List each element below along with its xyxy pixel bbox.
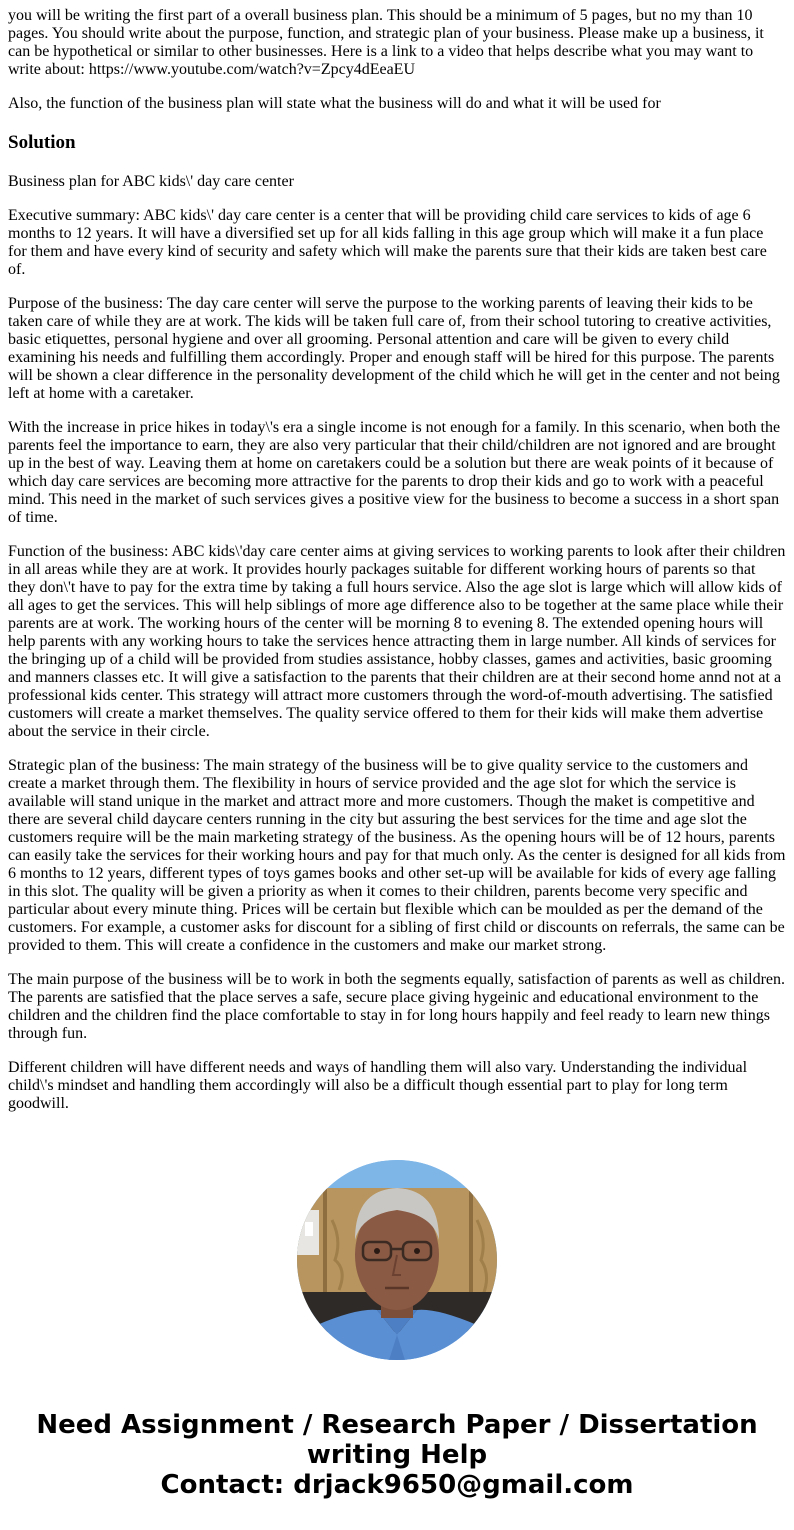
person-portrait-icon: [297, 1160, 497, 1360]
main-purpose-paragraph: The main purpose of the business will be to work in both the segments equally, satisfaction of parents as well as children. The parents are satisfied that the place serves a safe, secure place giving hygeinic and educational environment to the children and the children find the place comfortable to stay in for long hours happily and feel ready to learn new things through fun.: [8, 971, 786, 1042]
question-section: [8, 7, 786, 113]
promo-line-2: writing Help: [306, 1440, 488, 1470]
question-paragraph: Also, the function of the business plan will state what the business will do and what it will be used for: [8, 95, 661, 112]
document-body: [0, 7, 794, 1113]
promo-contact: Contact: drjack9650@gmail.com: [160, 1470, 634, 1500]
executive-summary-paragraph: Executive summary: ABC kids\' day care center is a center that will be providing child care services to kids of age 6 months to 12 years. It will have a diversified set up for all kids falling in this age group which will make it a fun place for them and have every kind of security and safety which will make the parents sure that their kids are taken best care of.: [8, 207, 767, 278]
solution-title: Business plan for ABC kids\' day care center: [8, 173, 294, 190]
function-paragraph: Function of the business: ABC kids\'day care center aims at giving services to working parents to look after their children in all areas while they are at work. It provides hourly packages suitable for different working hours of parents so that they don\'t have to pay for the extra time by taking a full hours service. Also the age slot is large which will allow kids of all ages to get the services. This will help siblings of more age difference also to be together at the same place while their parents are at work. The working hours of the center will be morning 8 to evening 8. The extended opening hours will help parents with any working hours to take the services hence attracting them in large number. All kinds of services for the bringing up of a child will be provided from studies assistance, hobby classes, games and activities, basic grooming and manners classes etc. It will give a satisfaction to the parents that their children are at their second home annd not at a professional kids center. This strategy will attract more customers through the word-of-mouth advertising. The satisfied customers will create a market themselves. The quality service offered to them for their kids will make them advertise about the service in their circle.: [8, 543, 786, 740]
question-paragraph: you will be writing the first part of a overall business plan. This should be a minimum of 5 pages, but no my than 10 pages. You should write about the purpose, function, and strategic plan of your business. Please make up a business, it can be hypothetical or similar to other businesses. Here is a link to a video that helps describe what you may want to write about: https://www.youtube.com/watch?v=Zpcy4dEeaEU: [8, 7, 764, 78]
promo-banner: [0, 1410, 794, 1500]
solution-heading: Solution: [8, 132, 76, 153]
purpose-paragraph: Purpose of the business: The day care center will serve the purpose to the working parents of leaving their kids to be taken care of while they are at work. The kids will be taken full care of, from their school tutoring to creative activities, basic etiquettes, personal hygiene and over all grooming. Personal attention and care will be given to every child examining his needs and fulfilling them accordingly. Proper and enough staff will be hired for this purpose. The parents will be shown a clear difference in the personality development of the child which he will get in the center and not being left at home with a caretaker.: [8, 295, 780, 402]
solution-section: [8, 173, 786, 1113]
goodwill-paragraph: Different children will have different needs and ways of handling them will also vary. Understanding the individual child\'s mindset and handling them accordingly will also be a difficult though essential part to play for long term goodwill.: [8, 1059, 748, 1112]
author-avatar: [297, 1160, 497, 1360]
promo-line-1: Need Assignment / Research Paper / Dissertation: [36, 1410, 758, 1440]
strategic-plan-paragraph: Strategic plan of the business: The main strategy of the business will be to give quality service to the customers and create a market through them. The flexibility in hours of service provided and the age slot for which the service is available will stand unique in the market and attract more and more customers. Though the maket is competitive and there are several child daycare centers running in the city but assuring the best services for the time and age slot the customers require will be the main marketing strategy of the business. As the opening hours will be of 12 hours, parents can easily take the services for their working hours and pay for that much only. As the center is designed for all kids from 6 months to 12 years, different types of toys games books and other set-up will be available for kids of every age falling in this slot. The quality will be given a priority as when it comes to their children, parents become very specific and particular about every minute thing. Prices will be certain but flexible which can be moulded as per the demand of the customers. For example, a customer asks for discount for a sibling of first child or discounts on referrals, the same can be provided to them. This will create a confidence in the customers and make our market strong.: [8, 757, 786, 954]
market-need-paragraph: With the increase in price hikes in today\'s era a single income is not enough for a family. In this scenario, when both the parents feel the importance to earn, they are also very particular that their child/children are not ignored and are brought up in the best of way. Leaving them at home on caretakers could be a solution but there are weak points of it because of which day care services are becoming more attractive for the parents to drop their kids and go to work with a peaceful mind. This need in the market of such services gives a positive view for the business to become a success in a short span of time.: [8, 419, 781, 526]
